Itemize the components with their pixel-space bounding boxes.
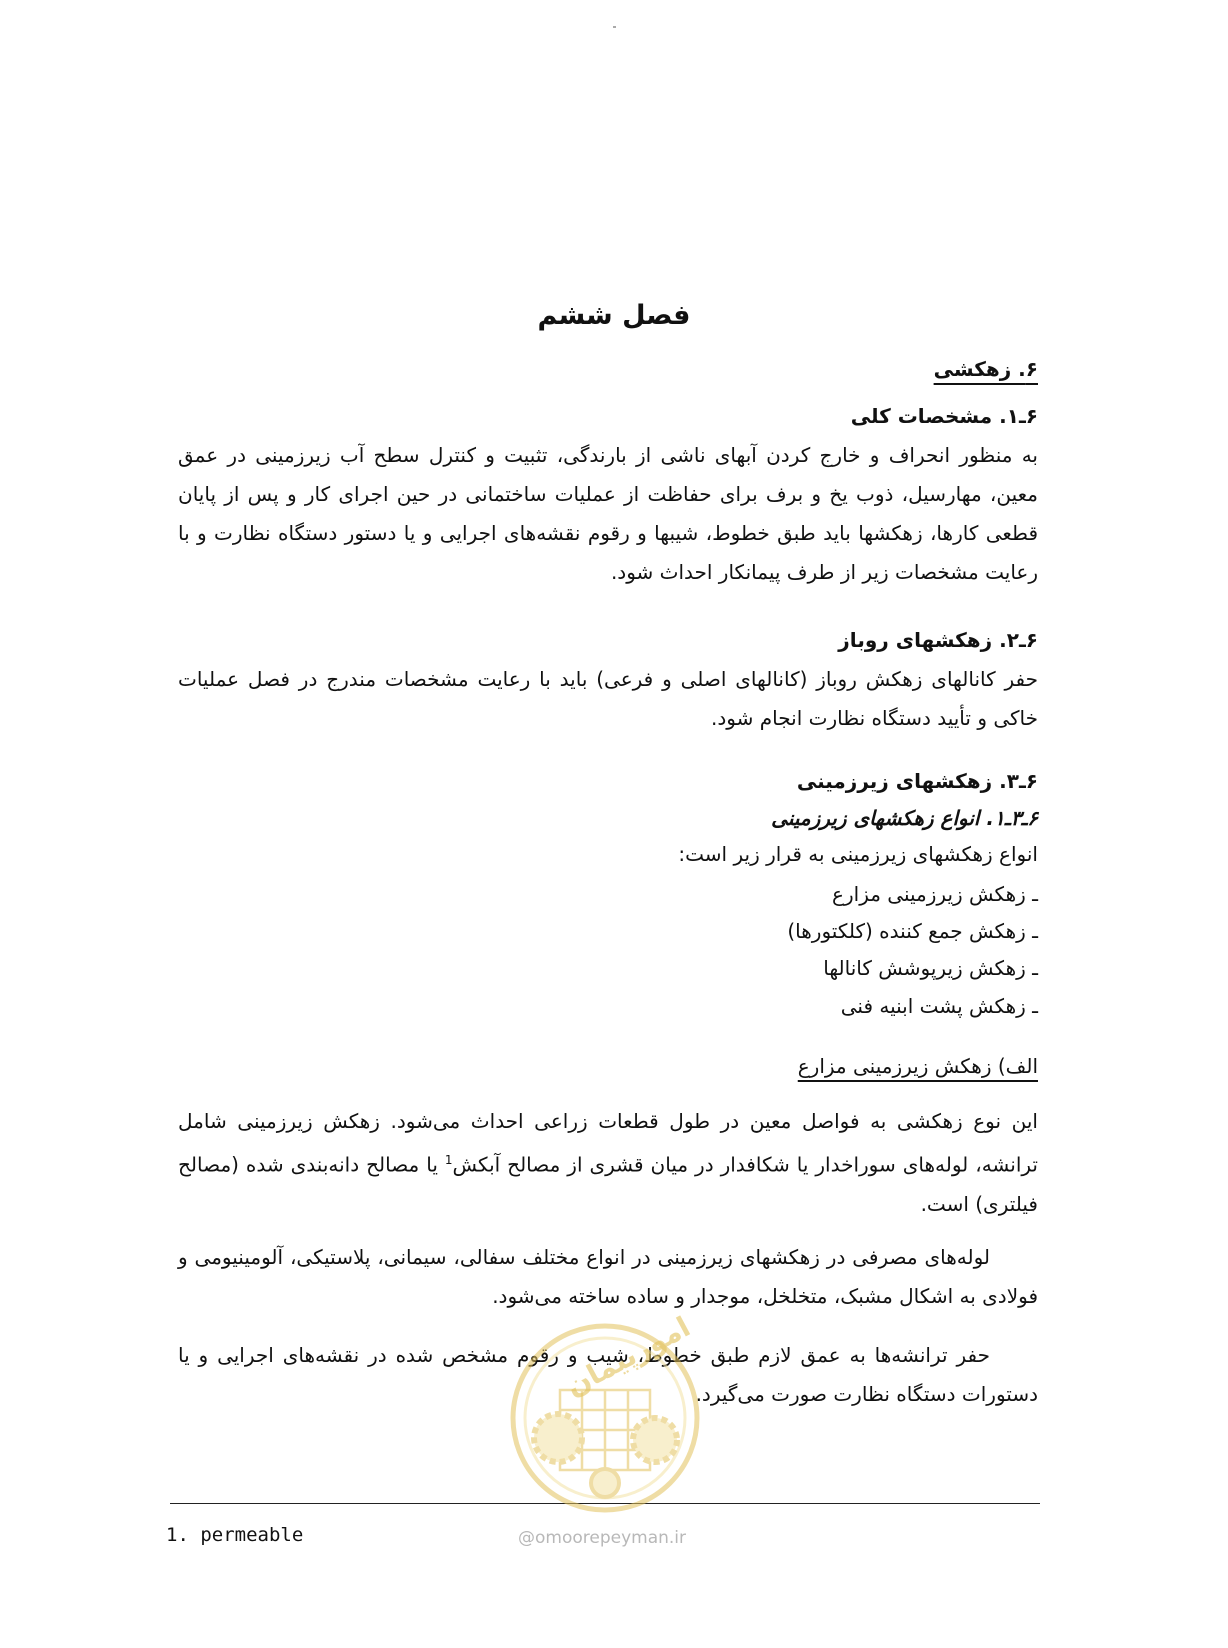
list-item: ـ زهکش جمع کننده (کلکتورها) [787,919,1038,943]
footnote-marker: 1 [444,1153,453,1167]
part-a-paragraph-1 [178,1102,1038,1224]
s3-intro: انواع زهکشهای زیرزمینی به قرار زیر است: [678,842,1038,866]
part-a-p1-text: این نوع زهکشی به فواصل معین در طول قطعات زراعی احداث می‌شود. زهکش زیرزمینی شامل ترانشه، لوله‌های سوراخدار یا شکافدار در میان قشری از مصالح آبکش [178,1109,1038,1177]
part-a-paragraph-2: لوله‌های مصرفی در زهکشهای زیرزمینی در انواع مختلف سفالی، سیمانی، پلاستیکی، آلومینیومی و فولادی به اشکال مشبک، متخلخل، موجدار و ساده ساخته می‌شود. [178,1245,1038,1308]
footnote: 1. permeable [166,1524,304,1546]
s2-body: حفر کانالهای زهکش روباز (کانالهای اصلی و فرعی) باید با رعایت مشخصات مندرج در فصل عملیات خاکی و تأیید دستگاه نظارت انجام شود. [178,667,1038,730]
part-a-paragraph-3: حفر ترانشه‌ها به عمق لازم طبق خطوط، شیب و رقوم مشخص شده در نقشه‌های اجرایی و یا دستورات دستگاه نظارت صورت می‌گیرد. [178,1343,1038,1406]
s2-heading: ۶ـ۲. زهکشهای روباز [838,628,1038,652]
part-a-heading: الف) زهکش زیرزمینی مزارع [797,1054,1038,1078]
watermark-seal-label: امورپیمان [560,1310,696,1403]
s1-heading: ۶ـ۱. مشخصات کلی [850,404,1038,428]
part-a-p1-tail: یا مصالح دانه‌بندی شده (مصالح فیلتری) است. [178,1152,1038,1216]
chapter-title: فصل ششم [537,300,691,331]
list-item: ـ زهکش زیرپوشش کانالها [823,956,1038,980]
watermark-url: @omoorepeyman.ir [518,1528,687,1548]
watermark-seal-icon [490,1318,720,1518]
list-item: ـ زهکش زیرزمینی مزارع [832,882,1038,906]
s1-body: به منظور انحراف و خارج کردن آبهای ناشی از بارندگی، تثبیت و کنترل سطح آب زیرزمینی در عمق معین، مهارسیل، ذوب یخ و برف برای حفاظت از عملیات ساختمانی در حین اجرای کار و پس از پایان قطعی کارها، زهکشها باید طبق خطوط، شیبها و رقوم نقشه‌های اجرایی و یا دستور دستگاه نظارت و با رعایت مشخصات زیر از طرف پیمانکار احداث شود. [178,443,1038,584]
section-heading: ۶. زهکشی [933,357,1038,381]
scan-speck [613,26,616,28]
s3-heading: ۶ـ۳. زهکشهای زیرزمینی [796,769,1038,793]
s3-sub-heading: ۶ـ۳ـ۱. انواع زهکشهای زیرزمینی [771,806,1038,830]
list-item: ـ زهکش پشت ابنیه فنی [840,994,1038,1018]
